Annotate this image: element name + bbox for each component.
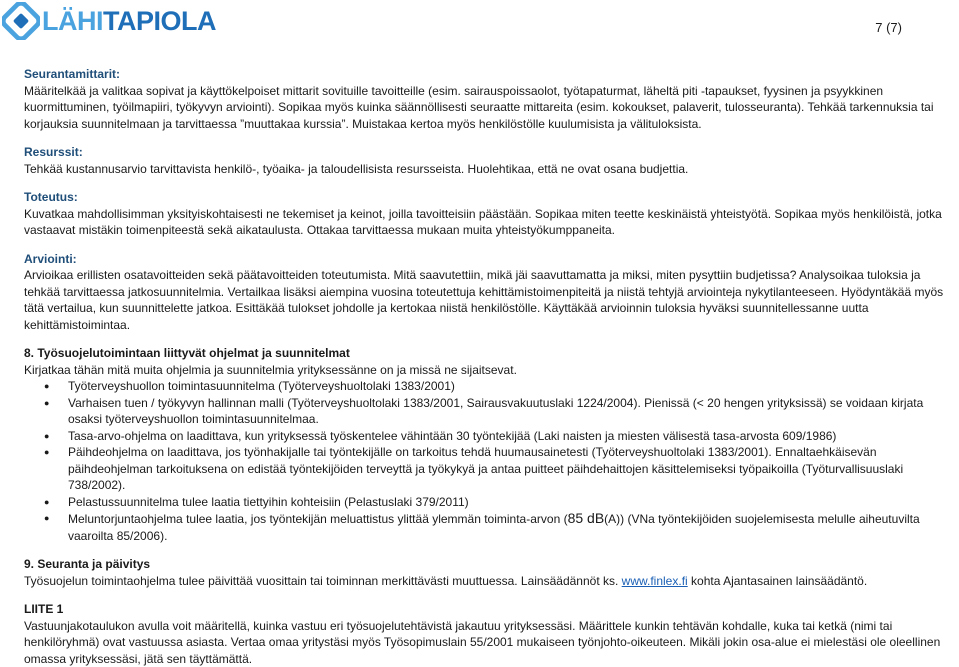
document-body	[24, 66, 959, 667]
section-8-intro: Kirjatkaa tähän mitä muita ohjelmia ja suunnitelmia yrityksessänne on ja missä ne sijaitsevat.	[24, 362, 959, 379]
page-header	[0, 0, 959, 60]
section-9-heading: 9. Seuranta ja päivitys	[24, 556, 959, 573]
list-item: ● Päihdeohjelma on laadittava, jos työnhakijalle tai työntekijälle on tarkoitus tehdä huumausainetesti (Työterveyshuoltolaki 1383/2001). Ennaltaehkäisevän päihdeohjelman tarkoituksena on edistää työntekijöiden terveyttä ja työkykyä ja antaa puitteet päihdehaittojen käsittelemiseksi työpaikoilla (Työturvallisuuslaki 738/2002).	[68, 444, 959, 494]
arviointi-heading: Arviointi:	[24, 251, 959, 268]
finlex-link[interactable]: www.finlex.fi	[622, 574, 688, 588]
section-9-text: Työsuojelun toimintaohjelma tulee päivittää vuosittain tai toiminnan merkittävästi muuttuessa. Lainsäädännöt ks. www.finlex.fi kohta Ajantasainen lainsäädäntö.	[24, 573, 959, 590]
list-item: ● Varhaisen tuen / työkyvyn hallinnan malli (Työterveyshuoltolaki 1383/2001, Sairausvakuutuslaki 1224/2004). Pienissä (< 20 hengen yrityksissä) se voidaan kirjata osaksi työterveyshuollon toimintasuunnitelmaa.	[68, 395, 959, 428]
logo-wordmark: LÄHITAPIOLA	[42, 2, 216, 40]
appendix-text: Vastuunjakotaulukon avulla voit määritellä, kuinka vastuu eri työsuojelutehtävistä jakautuu yrityksessäsi. Määrittele kunkin tehtävän kohdalle, kuka tai ketkä (nimi tai henkilöryhmä) ovat vastuussa asiasta. Vertaa omaa yritystäsi myös Työsopimuslain 55/2001 mukaiseen työnjohto-oikeuteen. Mikäli jokin osa-alue ei mielestäsi ole oleellinen omassa yrityksessäsi, jätä sen täyttämättä.	[24, 618, 959, 667]
company-logo	[2, 2, 216, 40]
resurssit-text: Tehkää kustannusarvio tarvittavista henkilö-, työaika- ja taloudellisista resursseista. Huolehtikaa, että ne ovat osana budjettia.	[24, 161, 959, 178]
toteutus-heading: Toteutus:	[24, 189, 959, 206]
list-item: ● Meluntorjuntaohjelma tulee laatia, jos työntekijän meluattistus ylittää ylemmän toiminta-arvon (85 dB(A)) (VNa työntekijöiden suojelemisesta melulle aiheutuvilta vaaroilta 85/2006).	[68, 510, 959, 544]
list-item: ● Työterveyshuollon toimintasuunnitelma (Työterveyshuoltolaki 1383/2001)	[68, 378, 959, 395]
appendix-heading: LIITE 1	[24, 601, 959, 618]
toteutus-text: Kuvatkaa mahdollisimman yksityiskohtaisesti ne tekemiset ja keinot, joilla tavoitteisiin päästään. Sopikaa miten teette keskinäistä yhteistyötä. Sopikaa myös henkilöistä, jotka vastaavat mistäkin toimenpiteestä sekä aikataulusta. Ottakaa tarvittaessa mukaan muita yhteistyökumppaneita.	[24, 206, 959, 239]
resurssit-heading: Resurssit:	[24, 144, 959, 161]
page-number: 7 (7)	[875, 20, 902, 35]
programs-list	[24, 378, 959, 544]
logo-icon	[2, 2, 40, 40]
arviointi-text: Arvioikaa erillisten osatavoitteiden sekä päätavoitteiden toteutumista. Mitä saavutettiin, mikä jäi saavuttamatta ja miksi, miten pysyttiin budjetissa? Analysoikaa tuloksia ja tehkää tarvittaessa jatkosuunnitelmia. Vertailkaa lisäksi aiempina vuosina toteutettuja kehittämistoimenpiteitä ja niistä tehtyjä arviointeja nykytilanteeseen. Hyödyntäkää myös tätä vertailua, kun suunnittelette jatkoa. Esittäkää tulokset johdolle ja kertokaa niistä henkilöstölle. Käyttäkää arvioinnin tuloksia hyväksi suunnitellessanne uutta kehittämistoimintaa.	[24, 267, 959, 333]
section-8-heading: 8. Työsuojelutoimintaan liittyvät ohjelmat ja suunnitelmat	[24, 345, 959, 362]
seurantamittarit-heading: Seurantamittarit:	[24, 66, 959, 83]
list-item: ● Pelastussuunnitelma tulee laatia tiettyihin kohteisiin (Pelastuslaki 379/2011)	[68, 494, 959, 511]
seurantamittarit-text: Määritelkää ja valitkaa sopivat ja käyttökelpoiset mittarit sovituille tavoitteille (esim. sairauspoissaolot, työtapaturmat, läheltä piti -tapaukset, fyysinen ja psyykkinen kuormittuminen, työilmapiiri, työkyvyn arviointi). Sopikaa myös kuinka säännöllisesti seuraatte mittareita (esim. kokoukset, palaverit, tulosseuranta). Tehkää tarkennuksia tai korjauksia suunnitelmaan ja tarvittaessa ”muuttakaa kurssia”. Muistakaa kertoa myös henkilöstölle kuulumisista ja välituloksista.	[24, 83, 959, 133]
list-item: ● Tasa-arvo-ohjelma on laadittava, kun yrityksessä työskentelee vähintään 30 työntekijää (Laki naisten ja miesten välisestä tasa-arvosta 609/1986)	[68, 428, 959, 445]
